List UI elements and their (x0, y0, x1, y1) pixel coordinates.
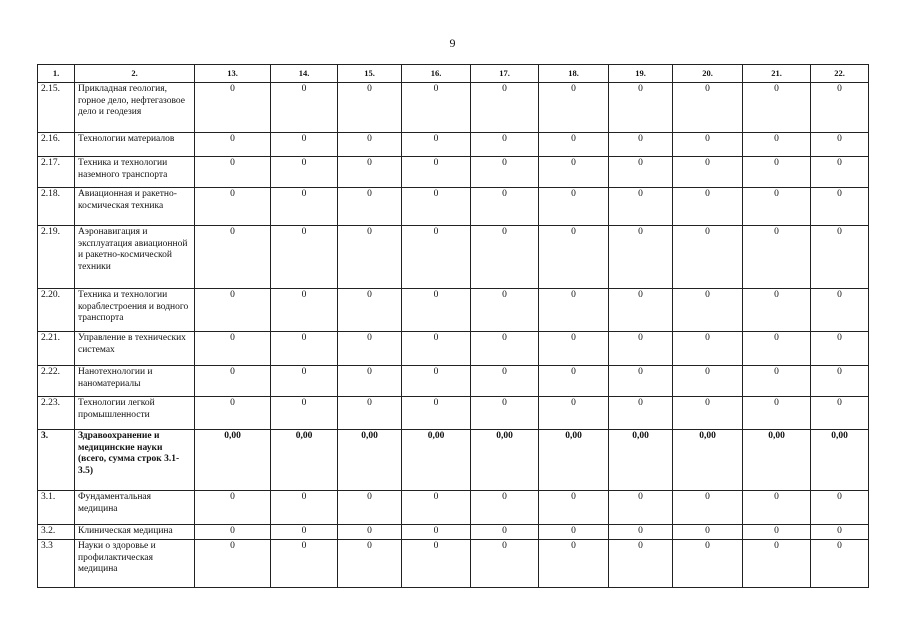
row-name: Техника и технологии кораблестроения и водного транспорта (75, 289, 195, 332)
row-value: 0 (743, 491, 811, 525)
row-value: 0 (195, 133, 271, 157)
row-code: 3.3 (38, 540, 75, 588)
row-value: 0 (673, 133, 743, 157)
row-code: 2.18. (38, 188, 75, 226)
table-row (38, 540, 869, 588)
row-code: 2.17. (38, 157, 75, 188)
row-value: 0 (271, 157, 338, 188)
row-value: 0 (673, 366, 743, 397)
row-value: 0 (195, 157, 271, 188)
page-number: 9 (449, 36, 456, 50)
row-value: 0 (338, 332, 402, 366)
table-row (38, 188, 869, 226)
row-value: 0 (609, 366, 673, 397)
row-name: Технологии материалов (75, 133, 195, 157)
row-value: 0 (811, 366, 869, 397)
row-name: Техника и технологии наземного транспорта (75, 157, 195, 188)
row-value: 0 (811, 525, 869, 540)
col-header: 19. (609, 65, 673, 83)
row-value: 0 (271, 540, 338, 588)
row-value: 0,00 (195, 430, 271, 491)
row-value: 0,00 (743, 430, 811, 491)
row-name: Авиационная и ракетно-космическая техника (75, 188, 195, 226)
row-value: 0 (673, 540, 743, 588)
row-value: 0 (402, 289, 471, 332)
table-row (38, 332, 869, 366)
row-value: 0 (471, 133, 539, 157)
row-value: 0 (271, 491, 338, 525)
row-value: 0 (271, 366, 338, 397)
row-value: 0 (471, 491, 539, 525)
row-value: 0 (609, 540, 673, 588)
row-value: 0 (609, 157, 673, 188)
row-value: 0 (811, 491, 869, 525)
row-value: 0 (402, 226, 471, 289)
row-value: 0 (811, 188, 869, 226)
row-value: 0 (743, 188, 811, 226)
row-value: 0 (402, 366, 471, 397)
table-row (38, 430, 869, 491)
col-header: 18. (539, 65, 609, 83)
row-value: 0 (609, 83, 673, 133)
row-value: 0 (402, 540, 471, 588)
row-value: 0 (338, 226, 402, 289)
row-value: 0 (271, 133, 338, 157)
table-row (38, 226, 869, 289)
table-row (38, 397, 869, 430)
row-value: 0 (609, 491, 673, 525)
row-value: 0 (195, 491, 271, 525)
row-value: 0 (539, 157, 609, 188)
row-value: 0 (338, 188, 402, 226)
row-code: 2.23. (38, 397, 75, 430)
row-code: 2.19. (38, 226, 75, 289)
row-value: 0 (271, 188, 338, 226)
row-value: 0 (673, 83, 743, 133)
row-value: 0 (471, 83, 539, 133)
row-code: 3.2. (38, 525, 75, 540)
row-value: 0 (539, 133, 609, 157)
col-header: 15. (338, 65, 402, 83)
row-value: 0 (471, 188, 539, 226)
row-value: 0 (743, 157, 811, 188)
row-value: 0 (539, 397, 609, 430)
row-value: 0 (743, 397, 811, 430)
row-value: 0 (811, 226, 869, 289)
col-header: 2. (75, 65, 195, 83)
table-row (38, 366, 869, 397)
row-value: 0 (195, 188, 271, 226)
col-header: 13. (195, 65, 271, 83)
row-value: 0 (402, 157, 471, 188)
row-value: 0 (195, 397, 271, 430)
table-row (38, 157, 869, 188)
row-value: 0 (743, 366, 811, 397)
col-header: 16. (402, 65, 471, 83)
row-value: 0 (338, 289, 402, 332)
table-row (38, 525, 869, 540)
row-name: Аэронавигация и эксплуатация авиационной и ракетно-космической техники (75, 226, 195, 289)
row-value: 0 (743, 289, 811, 332)
row-code: 3. (38, 430, 75, 491)
row-value: 0 (195, 525, 271, 540)
row-value: 0 (811, 133, 869, 157)
row-value: 0 (609, 289, 673, 332)
col-header: 21. (743, 65, 811, 83)
row-value: 0 (338, 397, 402, 430)
col-header: 14. (271, 65, 338, 83)
col-header: 17. (471, 65, 539, 83)
row-value: 0 (539, 540, 609, 588)
row-value: 0 (609, 188, 673, 226)
row-value: 0 (471, 540, 539, 588)
row-value: 0 (811, 157, 869, 188)
row-value: 0 (338, 157, 402, 188)
row-value: 0 (539, 289, 609, 332)
row-value: 0 (743, 226, 811, 289)
row-value: 0 (609, 397, 673, 430)
row-value: 0,00 (811, 430, 869, 491)
row-value: 0 (271, 83, 338, 133)
row-code: 2.16. (38, 133, 75, 157)
row-name: Нанотехнологии и наноматериалы (75, 366, 195, 397)
row-value: 0 (402, 133, 471, 157)
row-value: 0 (471, 366, 539, 397)
row-value: 0 (338, 133, 402, 157)
row-value: 0 (743, 133, 811, 157)
row-value: 0 (195, 289, 271, 332)
row-value: 0 (673, 525, 743, 540)
table-row (38, 133, 869, 157)
row-value: 0 (471, 332, 539, 366)
row-value: 0 (338, 83, 402, 133)
col-header: 20. (673, 65, 743, 83)
row-value: 0 (609, 133, 673, 157)
row-value: 0 (609, 226, 673, 289)
row-name: Технологии легкой промышленности (75, 397, 195, 430)
row-value: 0 (539, 491, 609, 525)
row-value: 0 (195, 226, 271, 289)
row-value: 0 (811, 83, 869, 133)
row-value: 0,00 (673, 430, 743, 491)
row-value: 0 (743, 332, 811, 366)
row-value: 0 (402, 491, 471, 525)
row-value: 0 (539, 83, 609, 133)
row-value: 0,00 (609, 430, 673, 491)
row-value: 0 (271, 332, 338, 366)
row-value: 0 (673, 332, 743, 366)
row-value: 0 (539, 525, 609, 540)
row-value: 0 (402, 332, 471, 366)
row-value: 0 (402, 188, 471, 226)
row-value: 0,00 (471, 430, 539, 491)
row-value: 0 (609, 332, 673, 366)
row-value: 0 (539, 332, 609, 366)
row-value: 0 (743, 540, 811, 588)
row-value: 0 (673, 157, 743, 188)
row-value: 0,00 (402, 430, 471, 491)
row-code: 2.20. (38, 289, 75, 332)
row-value: 0 (338, 491, 402, 525)
col-header: 1. (38, 65, 75, 83)
row-code: 2.21. (38, 332, 75, 366)
row-name: Фундаментальная медицина (75, 491, 195, 525)
row-name: Управление в технических системах (75, 332, 195, 366)
row-value: 0 (471, 226, 539, 289)
row-name: Прикладная геология, горное дело, нефтегазовое дело и геодезия (75, 83, 195, 133)
row-value: 0 (338, 525, 402, 540)
row-code: 3.1. (38, 491, 75, 525)
row-value: 0 (271, 397, 338, 430)
table-row (38, 83, 869, 133)
col-header: 22. (811, 65, 869, 83)
row-value: 0 (743, 525, 811, 540)
row-value: 0 (195, 83, 271, 133)
table-row (38, 491, 869, 525)
row-name: Клиническая медицина (75, 525, 195, 540)
row-value: 0 (811, 332, 869, 366)
row-value: 0 (673, 397, 743, 430)
row-value: 0 (402, 397, 471, 430)
row-value: 0,00 (338, 430, 402, 491)
row-value: 0 (271, 226, 338, 289)
row-value: 0 (673, 289, 743, 332)
row-value: 0 (471, 289, 539, 332)
row-name: Науки о здоровье и профилактическая медицина (75, 540, 195, 588)
row-value: 0,00 (539, 430, 609, 491)
row-value: 0 (539, 188, 609, 226)
row-value: 0 (609, 525, 673, 540)
row-value: 0 (811, 397, 869, 430)
row-value: 0 (271, 289, 338, 332)
row-value: 0 (471, 397, 539, 430)
row-value: 0 (673, 491, 743, 525)
row-value: 0 (539, 366, 609, 397)
row-value: 0 (811, 540, 869, 588)
row-value: 0 (402, 83, 471, 133)
row-value: 0,00 (271, 430, 338, 491)
row-value: 0 (338, 540, 402, 588)
row-value: 0 (195, 332, 271, 366)
row-value: 0 (471, 157, 539, 188)
row-value: 0 (743, 83, 811, 133)
row-value: 0 (673, 188, 743, 226)
row-value: 0 (338, 366, 402, 397)
table-row (38, 289, 869, 332)
row-code: 2.15. (38, 83, 75, 133)
row-value: 0 (195, 540, 271, 588)
row-value: 0 (271, 525, 338, 540)
row-value: 0 (195, 366, 271, 397)
row-value: 0 (402, 525, 471, 540)
row-value: 0 (471, 525, 539, 540)
data-table (37, 64, 869, 588)
row-name: Здравоохранение и медицинские науки (всего, сумма строк 3.1-3.5) (75, 430, 195, 491)
header-row (38, 65, 869, 83)
row-value: 0 (673, 226, 743, 289)
row-code: 2.22. (38, 366, 75, 397)
row-value: 0 (539, 226, 609, 289)
row-value: 0 (811, 289, 869, 332)
